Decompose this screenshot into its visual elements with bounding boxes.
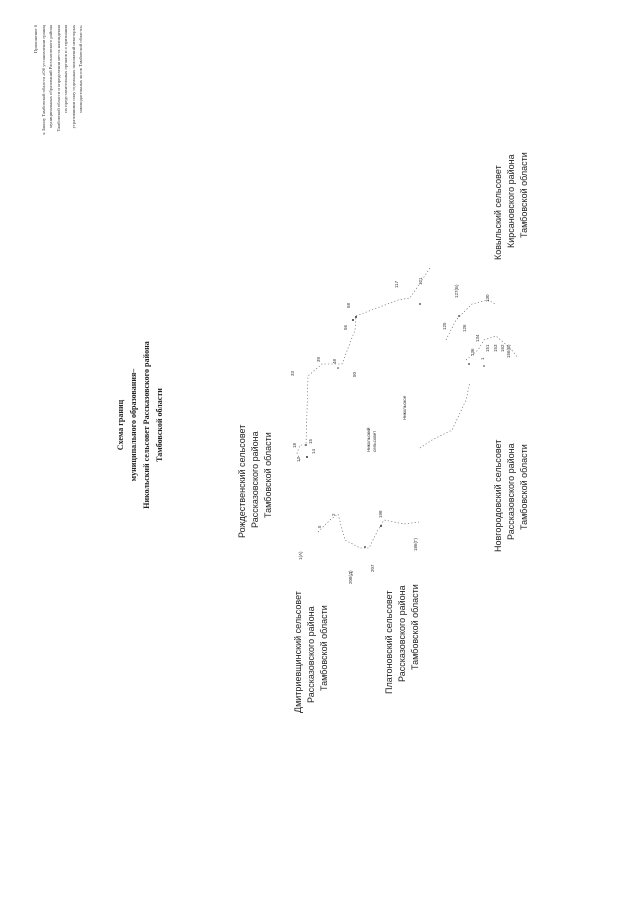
point-label: 198: [378, 510, 383, 518]
point-label: 156(В): [506, 344, 511, 358]
appendix-line: их представительных органов и о признании: [63, 25, 68, 113]
neighbor-label-novgorodovskiy: [492, 440, 531, 552]
neighbor-line: Рассказовского района: [397, 585, 407, 682]
boundary-line: [297, 268, 518, 548]
neighbor-line: Рассказовского района: [306, 606, 316, 703]
title-line: Тамбовской области: [155, 388, 164, 462]
neighbor-line: Тамбовской области: [263, 432, 273, 518]
boundary-markers: [305, 303, 485, 548]
neighbor-line: Рассказовского района: [506, 443, 516, 540]
point-label: 48: [332, 358, 337, 364]
point-label: 1: [480, 357, 485, 360]
neighbor-line: Тамбовской области: [519, 444, 529, 530]
point-label: 208(Д): [348, 570, 353, 584]
point-label: 127(Б): [454, 284, 459, 298]
center-line: сельсовет: [372, 430, 377, 452]
neighbor-line: Тамбовской области: [410, 584, 420, 670]
neighbor-line: Ковыльский сельсовет: [493, 165, 503, 260]
title-line: муниципального образования–: [129, 368, 138, 482]
point-label: 121: [418, 277, 423, 285]
appendix-line: утратившими силу отдельных положений некоторых: [70, 25, 76, 129]
point-label: 153: [493, 344, 498, 352]
point-label: 162: [500, 344, 505, 352]
appendix-line: законодательных актов Тамбовской области»: [78, 25, 83, 114]
appendix-line: Тамбовской области и определении места нахождения: [55, 25, 61, 132]
point-label: 117: [394, 280, 399, 288]
center-line: Никольский: [366, 427, 371, 452]
map-title: [114, 305, 166, 545]
neighbor-line: Кирсановского района: [506, 154, 516, 248]
appendix-line: Приложение 6: [33, 25, 38, 54]
point-label: 56: [343, 324, 348, 330]
point-label: 2: [331, 513, 336, 516]
neighbor-line: Рождественский сельсовет: [237, 424, 247, 538]
point-label: 151: [485, 344, 490, 352]
point-label: 33: [290, 370, 295, 376]
point-label: 126: [462, 324, 467, 332]
point-label: 39: [316, 356, 321, 362]
point-label: 15: [308, 438, 313, 444]
point-label: 13: [296, 456, 301, 462]
point-label: 130: [485, 294, 490, 302]
neighbor-line: Тамбовской области: [319, 605, 329, 691]
title-line: Схема границ: [116, 399, 125, 451]
neighbor-line: Тамбовской области: [519, 152, 529, 238]
point-label: 207: [370, 564, 375, 572]
neighbor-line: Дмитриевщинский сельсовет: [293, 591, 303, 713]
appendix-line: муниципальных образований Рассказовского района: [48, 25, 53, 128]
center-label: [366, 428, 378, 452]
neighbor-label-platonovskiy: [383, 584, 422, 694]
appendix-note: [32, 25, 85, 210]
point-label: 1(A): [298, 551, 303, 560]
point-label: 50: [352, 371, 357, 377]
point-label: 136: [470, 348, 475, 356]
appendix-line: к Закону Тамбовской области «Об установлении границ: [40, 25, 46, 135]
point-label: 14: [311, 448, 316, 454]
neighbor-label-rozhdestvenskiy: [236, 425, 275, 538]
point-label: 125: [442, 322, 447, 330]
point-label: 186(Г): [413, 538, 418, 551]
neighbor-label-dmitrievshchinskiy: [292, 591, 331, 713]
title-line: Никольский сельсовет Рассказовского района: [142, 341, 151, 509]
village-label: Никольское: [402, 395, 407, 420]
neighbor-line: Платоновский сельсовет: [384, 590, 394, 694]
point-label: 18: [292, 442, 297, 448]
point-label: 5: [317, 525, 322, 528]
neighbor-line: Новгородовский сельсовет: [493, 439, 503, 552]
neighbor-label-kovylskiy: [492, 152, 531, 260]
point-label: 134: [475, 334, 480, 342]
point-label: 58: [346, 302, 351, 308]
neighbor-line: Рассказовского района: [250, 431, 260, 528]
